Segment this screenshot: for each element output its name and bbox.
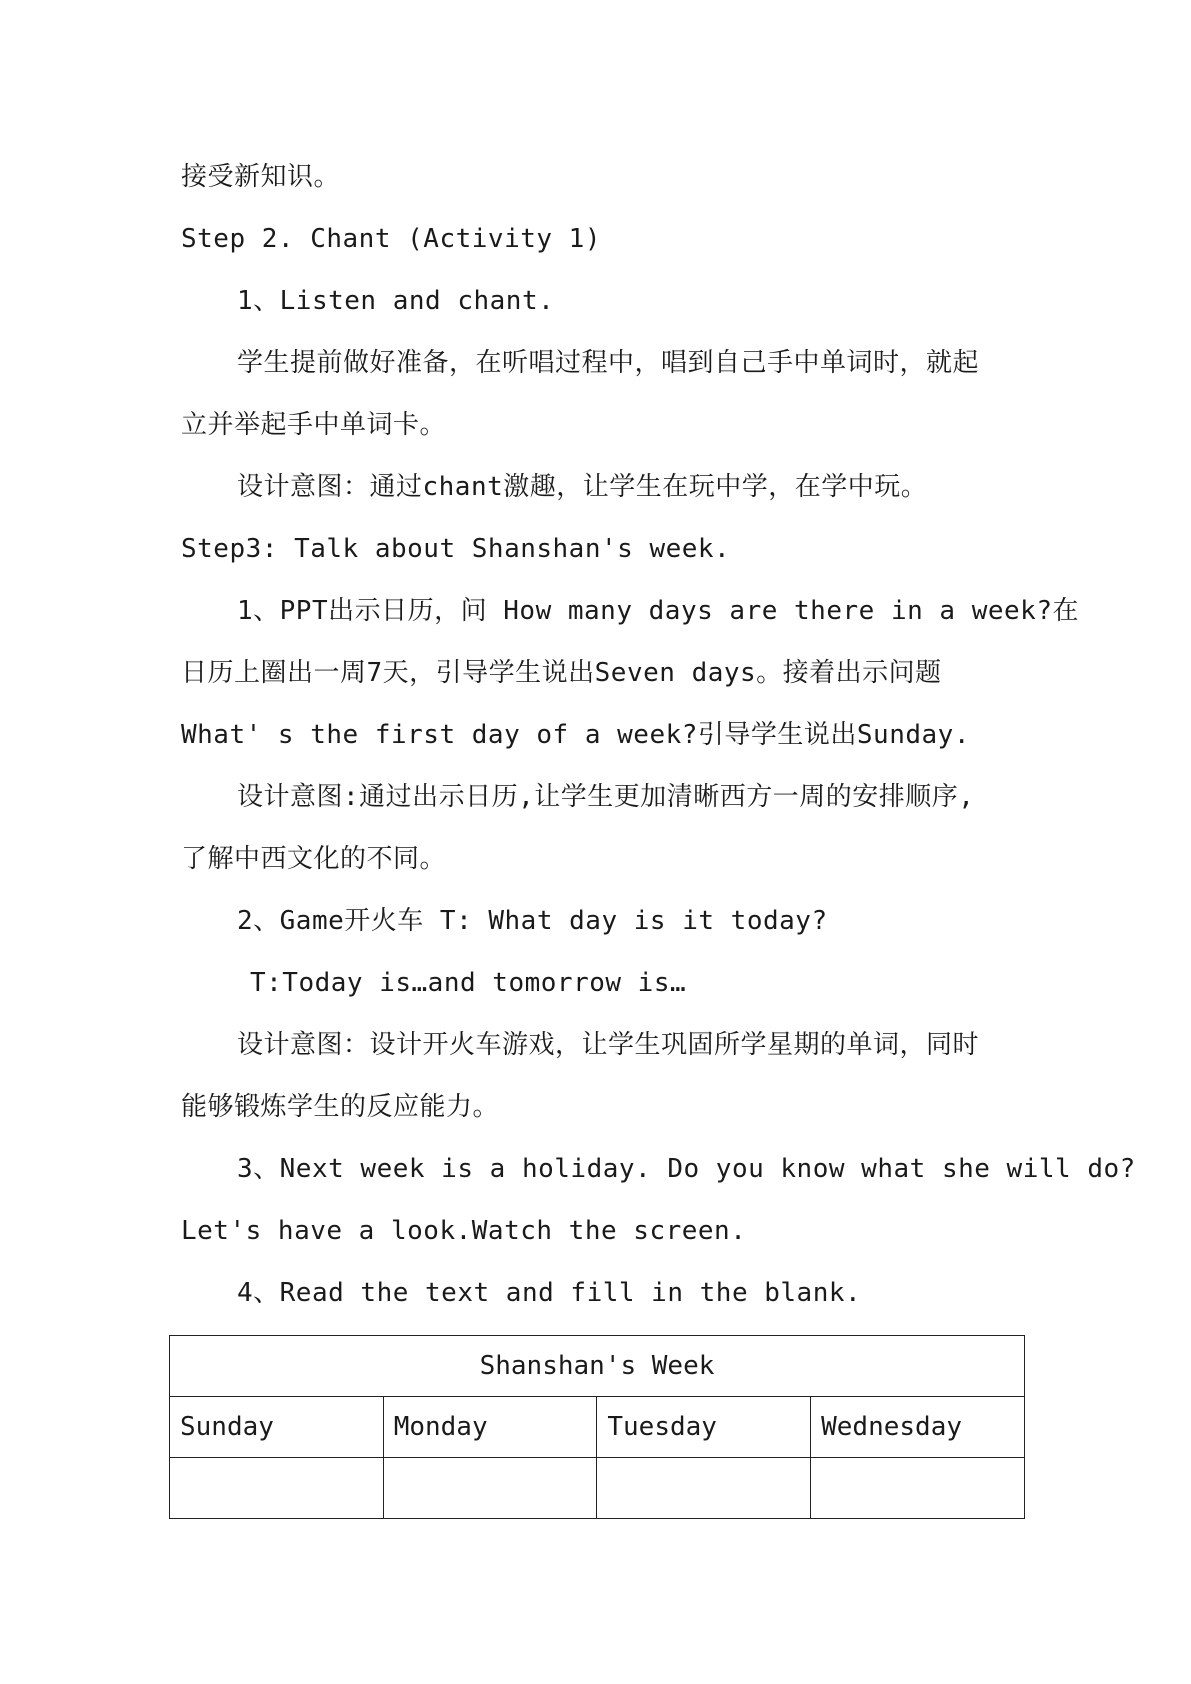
table-cell-blank [383,1458,597,1519]
paragraph-text: 日历上圈出一周7天，引导学生说出Seven days。接着出示问题 [181,658,942,688]
list-item: 1、Listen and chant. [237,286,555,316]
design-intent-text: 设计意图：设计开火车游戏，让学生巩固所学星期的单词，同时 [237,1030,980,1060]
table-cell-blank [811,1458,1025,1519]
paragraph-text: 接受新知识。 [181,162,341,192]
list-item: 4、Read the text and fill in the blank. [237,1278,862,1308]
paragraph-text: 能够锻炼学生的反应能力。 [181,1092,500,1122]
paragraph-text: 了解中西文化的不同。 [181,844,447,874]
list-item: 1、PPT出示日历，问 How many days are there in a week?在 [237,596,1079,626]
step-2-heading: Step 2. Chant (Activity 1) [181,224,601,254]
paragraph-text: T:Today is…and tomorrow is… [250,968,687,998]
table-cell-blank [170,1458,384,1519]
table-cell-day: Wednesday [811,1397,1025,1458]
paragraph-text: What' s the first day of a week?引导学生说出Sunday. [181,720,970,750]
table-title: Shanshan's Week [170,1336,1025,1397]
table-row [170,1458,1025,1519]
table-cell-day: Tuesday [597,1397,811,1458]
paragraph-text: Let's have a look.Watch the screen. [181,1216,747,1246]
design-intent-text: 设计意图：通过chant激趣，让学生在玩中学，在学中玩。 [237,472,928,502]
table-cell-day: Monday [383,1397,597,1458]
list-item: 3、Next week is a holiday. Do you know what she will do? [237,1154,1136,1184]
list-item: 2、Game开火车 T: What day is it today? [237,906,828,936]
table-cell-day: Sunday [170,1397,384,1458]
table-cell-blank [597,1458,811,1519]
table-row [170,1397,1025,1458]
paragraph-text: 立并举起手中单词卡。 [181,410,447,440]
step-3-heading: Step3: Talk about Shanshan's week. [181,534,731,564]
week-table [169,1335,1025,1519]
design-intent-text: 设计意图:通过出示日历,让学生更加清晰西方一周的安排顺序, [237,782,975,812]
paragraph-text: 学生提前做好准备，在听唱过程中，唱到自己手中单词时，就起 [237,348,980,378]
table-row [170,1336,1025,1397]
